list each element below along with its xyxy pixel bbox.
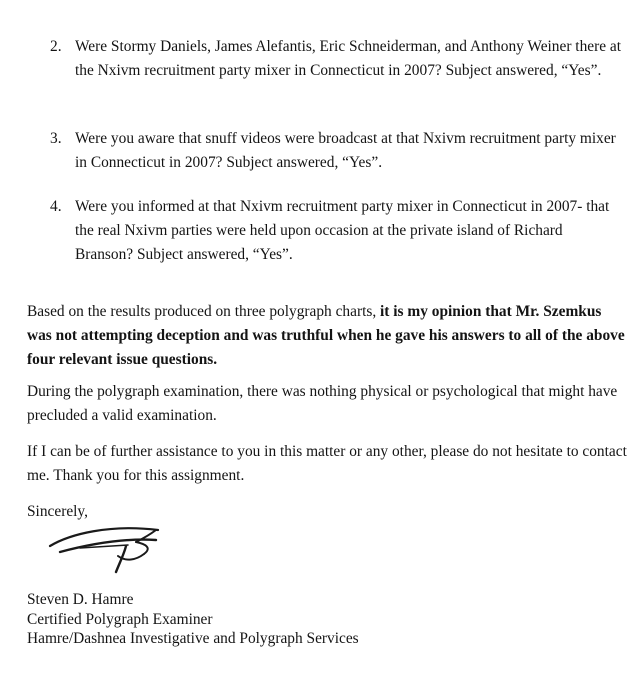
closing-note: If I can be of further assistance to you in this matter or any other, please do not hesitate to contact me. Thank you for this assignment. (27, 443, 627, 484)
signer-company: Hamre/Dashnea Investigative and Polygraph Services (27, 630, 359, 647)
opinion-paragraph (27, 300, 627, 372)
question-item (50, 127, 622, 175)
question-number: 3. (50, 130, 62, 147)
signer-title: Certified Polygraph Examiner (27, 611, 213, 628)
question-number: 4. (50, 198, 62, 215)
signer-name: Steven D. Hamre (27, 591, 134, 608)
valediction: Sincerely, (27, 503, 88, 520)
question-item (50, 195, 622, 267)
opinion-lead: Based on the results produced on three polygraph charts, (27, 303, 381, 320)
opinion-bold: it is my opinion that Mr. Szemkus was not attempting deception and was truthful when he gave his answers to all of the above four relevant issue questions. (27, 303, 625, 368)
question-text: Were you aware that snuff videos were broadcast at that Nxivm recruitment party mixer in Connecticut in 2007? Subject answered, “Yes”. (75, 130, 616, 171)
question-item (50, 35, 622, 83)
examination-note: During the polygraph examination, there was nothing physical or psychological that might have precluded a valid examination. (27, 383, 618, 424)
question-number: 2. (50, 38, 62, 55)
question-text: Were you informed at that Nxivm recruitment party mixer in Connecticut in 2007- that the real Nxivm parties were held upon occasion at the private island of Richard Branson? Subject answered, “Yes”. (75, 198, 610, 263)
handwritten-signature (40, 516, 170, 578)
question-text: Were Stormy Daniels, James Alefantis, Eric Schneiderman, and Anthony Weiner there at the Nxivm recruitment party mixer in Connecticut in 2007? Subject answered, “Yes”. (75, 38, 622, 79)
